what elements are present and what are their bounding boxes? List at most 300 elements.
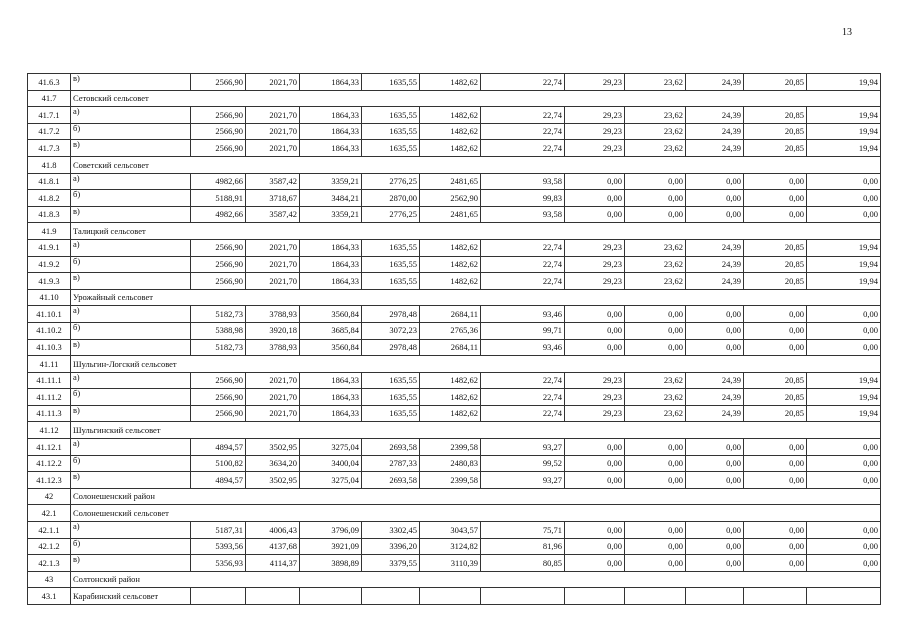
value-cell: 0,00 (686, 173, 744, 190)
value-cell: 93,58 (481, 173, 565, 190)
value-cell: 3275,04 (300, 472, 362, 489)
value-cell: 1482,62 (420, 140, 481, 157)
value-cell: 2684,11 (420, 339, 481, 356)
value-cell: 3502,95 (246, 439, 300, 456)
value-cell: 22,74 (481, 140, 565, 157)
value-cell: 23,62 (625, 74, 686, 91)
empty-cell (420, 588, 481, 605)
value-cell: 0,00 (686, 555, 744, 572)
table-row (28, 538, 881, 555)
value-cell: 5100,82 (191, 455, 246, 472)
row-letter: в) (71, 555, 191, 572)
value-cell: 0,00 (686, 190, 744, 207)
value-cell: 29,23 (565, 273, 625, 290)
section-label: Урожайный сельсовет (71, 289, 881, 306)
value-cell: 29,23 (565, 389, 625, 406)
value-cell: 0,00 (744, 439, 807, 456)
value-cell: 1635,55 (362, 256, 420, 273)
value-cell: 2481,65 (420, 206, 481, 223)
row-letter: а) (71, 306, 191, 323)
value-cell: 2481,65 (420, 173, 481, 190)
value-cell: 2566,90 (191, 372, 246, 389)
row-code: 41.10.1 (28, 306, 71, 323)
value-cell: 3587,42 (246, 206, 300, 223)
value-cell: 3484,21 (300, 190, 362, 207)
value-cell: 0,00 (565, 455, 625, 472)
value-cell: 93,27 (481, 472, 565, 489)
empty-cell (744, 588, 807, 605)
value-cell: 19,94 (807, 74, 881, 91)
value-cell: 2480,83 (420, 455, 481, 472)
value-cell: 2566,90 (191, 389, 246, 406)
row-letter: б) (71, 256, 191, 273)
table-row (28, 439, 881, 456)
value-cell: 2021,70 (246, 123, 300, 140)
value-cell: 3898,89 (300, 555, 362, 572)
value-cell: 0,00 (807, 190, 881, 207)
value-cell: 2776,25 (362, 173, 420, 190)
value-cell: 22,74 (481, 273, 565, 290)
value-cell: 24,39 (686, 273, 744, 290)
value-cell: 20,85 (744, 123, 807, 140)
value-cell: 2978,48 (362, 339, 420, 356)
value-cell: 2566,90 (191, 405, 246, 422)
empty-cell (807, 588, 881, 605)
value-cell: 0,00 (625, 472, 686, 489)
value-cell: 93,58 (481, 206, 565, 223)
value-cell: 22,74 (481, 389, 565, 406)
value-cell: 1864,33 (300, 123, 362, 140)
value-cell: 1864,33 (300, 256, 362, 273)
value-cell: 0,00 (807, 206, 881, 223)
row-code: 41.7.1 (28, 107, 71, 124)
value-cell: 23,62 (625, 389, 686, 406)
value-cell: 22,74 (481, 256, 565, 273)
value-cell: 1864,33 (300, 405, 362, 422)
value-cell: 3043,57 (420, 522, 481, 539)
value-cell: 0,00 (565, 190, 625, 207)
value-cell: 3920,18 (246, 322, 300, 339)
row-code: 41.12 (28, 422, 71, 439)
value-cell: 22,74 (481, 74, 565, 91)
value-cell: 23,62 (625, 239, 686, 256)
section-label: Солонешенский сельсовет (71, 505, 881, 522)
value-cell: 0,00 (807, 173, 881, 190)
row-letter: а) (71, 522, 191, 539)
row-code: 41.10.2 (28, 322, 71, 339)
row-letter: в) (71, 74, 191, 91)
value-cell: 20,85 (744, 273, 807, 290)
value-cell: 2021,70 (246, 389, 300, 406)
value-cell: 5388,98 (191, 322, 246, 339)
value-cell: 2693,58 (362, 472, 420, 489)
value-cell: 20,85 (744, 405, 807, 422)
value-cell: 3302,45 (362, 522, 420, 539)
value-cell: 3634,20 (246, 455, 300, 472)
table-row (28, 322, 881, 339)
value-cell: 4982,66 (191, 206, 246, 223)
value-cell: 2693,58 (362, 439, 420, 456)
value-cell: 3788,93 (246, 306, 300, 323)
row-letter: в) (71, 206, 191, 223)
value-cell: 1482,62 (420, 74, 481, 91)
value-cell: 99,71 (481, 322, 565, 339)
value-cell: 19,94 (807, 372, 881, 389)
value-cell: 1635,55 (362, 74, 420, 91)
value-cell: 2399,58 (420, 472, 481, 489)
value-cell: 0,00 (686, 522, 744, 539)
value-cell: 0,00 (625, 173, 686, 190)
row-code: 41.12.2 (28, 455, 71, 472)
value-cell: 2399,58 (420, 439, 481, 456)
value-cell: 2566,90 (191, 123, 246, 140)
table-row (28, 140, 881, 157)
value-cell: 1864,33 (300, 372, 362, 389)
value-cell: 20,85 (744, 372, 807, 389)
row-code: 41.9.3 (28, 273, 71, 290)
value-cell: 24,39 (686, 405, 744, 422)
value-cell: 1864,33 (300, 239, 362, 256)
value-cell: 99,52 (481, 455, 565, 472)
table-row (28, 190, 881, 207)
tariff-table (27, 73, 881, 605)
value-cell: 80,85 (481, 555, 565, 572)
row-letter: в) (71, 339, 191, 356)
value-cell: 3718,67 (246, 190, 300, 207)
value-cell: 20,85 (744, 239, 807, 256)
section-label: Талицкий сельсовет (71, 223, 881, 240)
value-cell: 3400,04 (300, 455, 362, 472)
value-cell: 0,00 (625, 339, 686, 356)
row-code: 41.7.3 (28, 140, 71, 157)
value-cell: 1482,62 (420, 123, 481, 140)
value-cell: 0,00 (686, 206, 744, 223)
table-row (28, 273, 881, 290)
section-row (28, 505, 881, 522)
section-label: Советский сельсовет (71, 156, 881, 173)
value-cell: 93,46 (481, 339, 565, 356)
table-row (28, 555, 881, 572)
table-row (28, 239, 881, 256)
section-row (28, 356, 881, 373)
value-cell: 0,00 (625, 522, 686, 539)
value-cell: 0,00 (807, 306, 881, 323)
value-cell: 2787,33 (362, 455, 420, 472)
value-cell: 24,39 (686, 256, 744, 273)
value-cell: 2566,90 (191, 256, 246, 273)
value-cell: 2021,70 (246, 239, 300, 256)
row-letter: в) (71, 140, 191, 157)
value-cell: 1635,55 (362, 239, 420, 256)
value-cell: 3921,09 (300, 538, 362, 555)
row-code: 41.11 (28, 356, 71, 373)
value-cell: 0,00 (807, 522, 881, 539)
value-cell: 23,62 (625, 405, 686, 422)
value-cell: 29,23 (565, 256, 625, 273)
value-cell: 1482,62 (420, 107, 481, 124)
value-cell: 0,00 (565, 206, 625, 223)
value-cell: 3359,21 (300, 173, 362, 190)
row-code: 41.11.1 (28, 372, 71, 389)
value-cell: 24,39 (686, 239, 744, 256)
row-code: 41.11.2 (28, 389, 71, 406)
section-row (28, 90, 881, 107)
empty-cell (191, 588, 246, 605)
table-row (28, 405, 881, 422)
value-cell: 0,00 (744, 306, 807, 323)
value-cell: 29,23 (565, 123, 625, 140)
value-cell: 3124,82 (420, 538, 481, 555)
row-code: 43.1 (28, 588, 71, 605)
value-cell: 0,00 (807, 538, 881, 555)
value-cell: 1482,62 (420, 372, 481, 389)
value-cell: 0,00 (807, 472, 881, 489)
value-cell: 0,00 (686, 439, 744, 456)
value-cell: 0,00 (686, 472, 744, 489)
value-cell: 1635,55 (362, 107, 420, 124)
row-code: 41.9 (28, 223, 71, 240)
value-cell: 4114,37 (246, 555, 300, 572)
value-cell: 2566,90 (191, 140, 246, 157)
row-letter: в) (71, 472, 191, 489)
row-letter: б) (71, 455, 191, 472)
value-cell: 5182,73 (191, 339, 246, 356)
value-cell: 0,00 (744, 555, 807, 572)
row-code: 43 (28, 571, 71, 588)
row-letter: б) (71, 389, 191, 406)
value-cell: 20,85 (744, 74, 807, 91)
value-cell: 29,23 (565, 140, 625, 157)
value-cell: 0,00 (807, 455, 881, 472)
value-cell: 19,94 (807, 389, 881, 406)
empty-cell (481, 588, 565, 605)
row-letter: в) (71, 405, 191, 422)
value-cell: 22,74 (481, 239, 565, 256)
section-row (28, 488, 881, 505)
value-cell: 24,39 (686, 389, 744, 406)
value-cell: 0,00 (686, 455, 744, 472)
section-row (28, 223, 881, 240)
value-cell: 5356,93 (191, 555, 246, 572)
value-cell: 23,62 (625, 372, 686, 389)
value-cell: 1635,55 (362, 372, 420, 389)
value-cell: 4894,57 (191, 439, 246, 456)
value-cell: 1864,33 (300, 273, 362, 290)
value-cell: 0,00 (807, 339, 881, 356)
empty-cell (565, 588, 625, 605)
value-cell: 2021,70 (246, 74, 300, 91)
value-cell: 23,62 (625, 107, 686, 124)
row-code: 41.7 (28, 90, 71, 107)
table-row (28, 107, 881, 124)
row-letter: б) (71, 322, 191, 339)
row-code: 41.10.3 (28, 339, 71, 356)
section-row (28, 588, 881, 605)
value-cell: 0,00 (565, 322, 625, 339)
value-cell: 24,39 (686, 107, 744, 124)
row-code: 41.11.3 (28, 405, 71, 422)
value-cell: 29,23 (565, 239, 625, 256)
row-letter: а) (71, 107, 191, 124)
value-cell: 4006,43 (246, 522, 300, 539)
table-row (28, 256, 881, 273)
row-letter: а) (71, 372, 191, 389)
value-cell: 3587,42 (246, 173, 300, 190)
value-cell: 2021,70 (246, 256, 300, 273)
value-cell: 0,00 (625, 455, 686, 472)
value-cell: 0,00 (625, 555, 686, 572)
table-row (28, 455, 881, 472)
value-cell: 23,62 (625, 273, 686, 290)
value-cell: 3560,84 (300, 306, 362, 323)
value-cell: 22,74 (481, 372, 565, 389)
value-cell: 1635,55 (362, 123, 420, 140)
value-cell: 3110,39 (420, 555, 481, 572)
section-row (28, 156, 881, 173)
row-letter: б) (71, 190, 191, 207)
value-cell: 3796,09 (300, 522, 362, 539)
table-row (28, 74, 881, 91)
value-cell: 0,00 (807, 555, 881, 572)
empty-cell (686, 588, 744, 605)
value-cell: 0,00 (565, 472, 625, 489)
row-letter: а) (71, 239, 191, 256)
value-cell: 2021,70 (246, 140, 300, 157)
value-cell: 24,39 (686, 74, 744, 91)
row-code: 42.1.3 (28, 555, 71, 572)
value-cell: 0,00 (625, 439, 686, 456)
value-cell: 0,00 (625, 538, 686, 555)
value-cell: 4137,68 (246, 538, 300, 555)
value-cell: 22,74 (481, 123, 565, 140)
value-cell: 19,94 (807, 256, 881, 273)
value-cell: 2021,70 (246, 372, 300, 389)
value-cell: 0,00 (744, 206, 807, 223)
value-cell: 23,62 (625, 256, 686, 273)
page-number: 13 (842, 27, 852, 38)
value-cell: 1482,62 (420, 239, 481, 256)
section-row (28, 289, 881, 306)
value-cell: 0,00 (744, 190, 807, 207)
value-cell: 1635,55 (362, 405, 420, 422)
value-cell: 1482,62 (420, 256, 481, 273)
value-cell: 1635,55 (362, 389, 420, 406)
value-cell: 5187,31 (191, 522, 246, 539)
value-cell: 3685,84 (300, 322, 362, 339)
value-cell: 3275,04 (300, 439, 362, 456)
value-cell: 1635,55 (362, 273, 420, 290)
value-cell: 75,71 (481, 522, 565, 539)
value-cell: 0,00 (744, 538, 807, 555)
value-cell: 0,00 (807, 439, 881, 456)
value-cell: 2566,90 (191, 273, 246, 290)
section-row (28, 422, 881, 439)
section-label: Шульгин-Логский сельсовет (71, 356, 881, 373)
row-letter: а) (71, 173, 191, 190)
value-cell: 0,00 (565, 522, 625, 539)
row-code: 41.6.3 (28, 74, 71, 91)
value-cell: 2765,36 (420, 322, 481, 339)
row-code: 41.8.2 (28, 190, 71, 207)
table-row (28, 173, 881, 190)
row-code: 41.9.2 (28, 256, 71, 273)
row-code: 41.12.1 (28, 439, 71, 456)
table-row (28, 123, 881, 140)
table-row (28, 306, 881, 323)
value-cell: 5182,73 (191, 306, 246, 323)
value-cell: 29,23 (565, 372, 625, 389)
value-cell: 19,94 (807, 239, 881, 256)
value-cell: 23,62 (625, 123, 686, 140)
value-cell: 19,94 (807, 405, 881, 422)
value-cell: 81,96 (481, 538, 565, 555)
value-cell: 0,00 (744, 472, 807, 489)
table-row (28, 339, 881, 356)
value-cell: 0,00 (625, 322, 686, 339)
value-cell: 0,00 (686, 339, 744, 356)
value-cell: 93,46 (481, 306, 565, 323)
value-cell: 2684,11 (420, 306, 481, 323)
value-cell: 0,00 (565, 173, 625, 190)
value-cell: 20,85 (744, 256, 807, 273)
value-cell: 22,74 (481, 405, 565, 422)
value-cell: 3788,93 (246, 339, 300, 356)
value-cell: 0,00 (686, 306, 744, 323)
row-letter: б) (71, 123, 191, 140)
value-cell: 2776,25 (362, 206, 420, 223)
value-cell: 1864,33 (300, 74, 362, 91)
value-cell: 0,00 (565, 439, 625, 456)
section-label: Солонешенский район (71, 488, 881, 505)
value-cell: 2978,48 (362, 306, 420, 323)
value-cell: 2021,70 (246, 405, 300, 422)
value-cell: 19,94 (807, 273, 881, 290)
row-letter: а) (71, 439, 191, 456)
value-cell: 0,00 (807, 322, 881, 339)
value-cell: 5393,56 (191, 538, 246, 555)
value-cell: 2566,90 (191, 107, 246, 124)
value-cell: 20,85 (744, 389, 807, 406)
value-cell: 3396,20 (362, 538, 420, 555)
value-cell: 4894,57 (191, 472, 246, 489)
value-cell: 93,27 (481, 439, 565, 456)
section-label: Сетовский сельсовет (71, 90, 881, 107)
value-cell: 29,23 (565, 107, 625, 124)
value-cell: 24,39 (686, 123, 744, 140)
value-cell: 0,00 (744, 173, 807, 190)
row-code: 42.1.2 (28, 538, 71, 555)
value-cell: 3379,55 (362, 555, 420, 572)
empty-cell (300, 588, 362, 605)
value-cell: 0,00 (744, 339, 807, 356)
value-cell: 1864,33 (300, 107, 362, 124)
value-cell: 2870,00 (362, 190, 420, 207)
row-code: 41.10 (28, 289, 71, 306)
value-cell: 19,94 (807, 107, 881, 124)
value-cell: 2566,90 (191, 74, 246, 91)
table-row (28, 372, 881, 389)
value-cell: 3502,95 (246, 472, 300, 489)
value-cell: 29,23 (565, 74, 625, 91)
row-code: 42 (28, 488, 71, 505)
value-cell: 0,00 (625, 206, 686, 223)
value-cell: 5188,91 (191, 190, 246, 207)
row-code: 42.1.1 (28, 522, 71, 539)
value-cell: 1482,62 (420, 273, 481, 290)
row-code: 41.12.3 (28, 472, 71, 489)
value-cell: 2566,90 (191, 239, 246, 256)
value-cell: 3560,84 (300, 339, 362, 356)
